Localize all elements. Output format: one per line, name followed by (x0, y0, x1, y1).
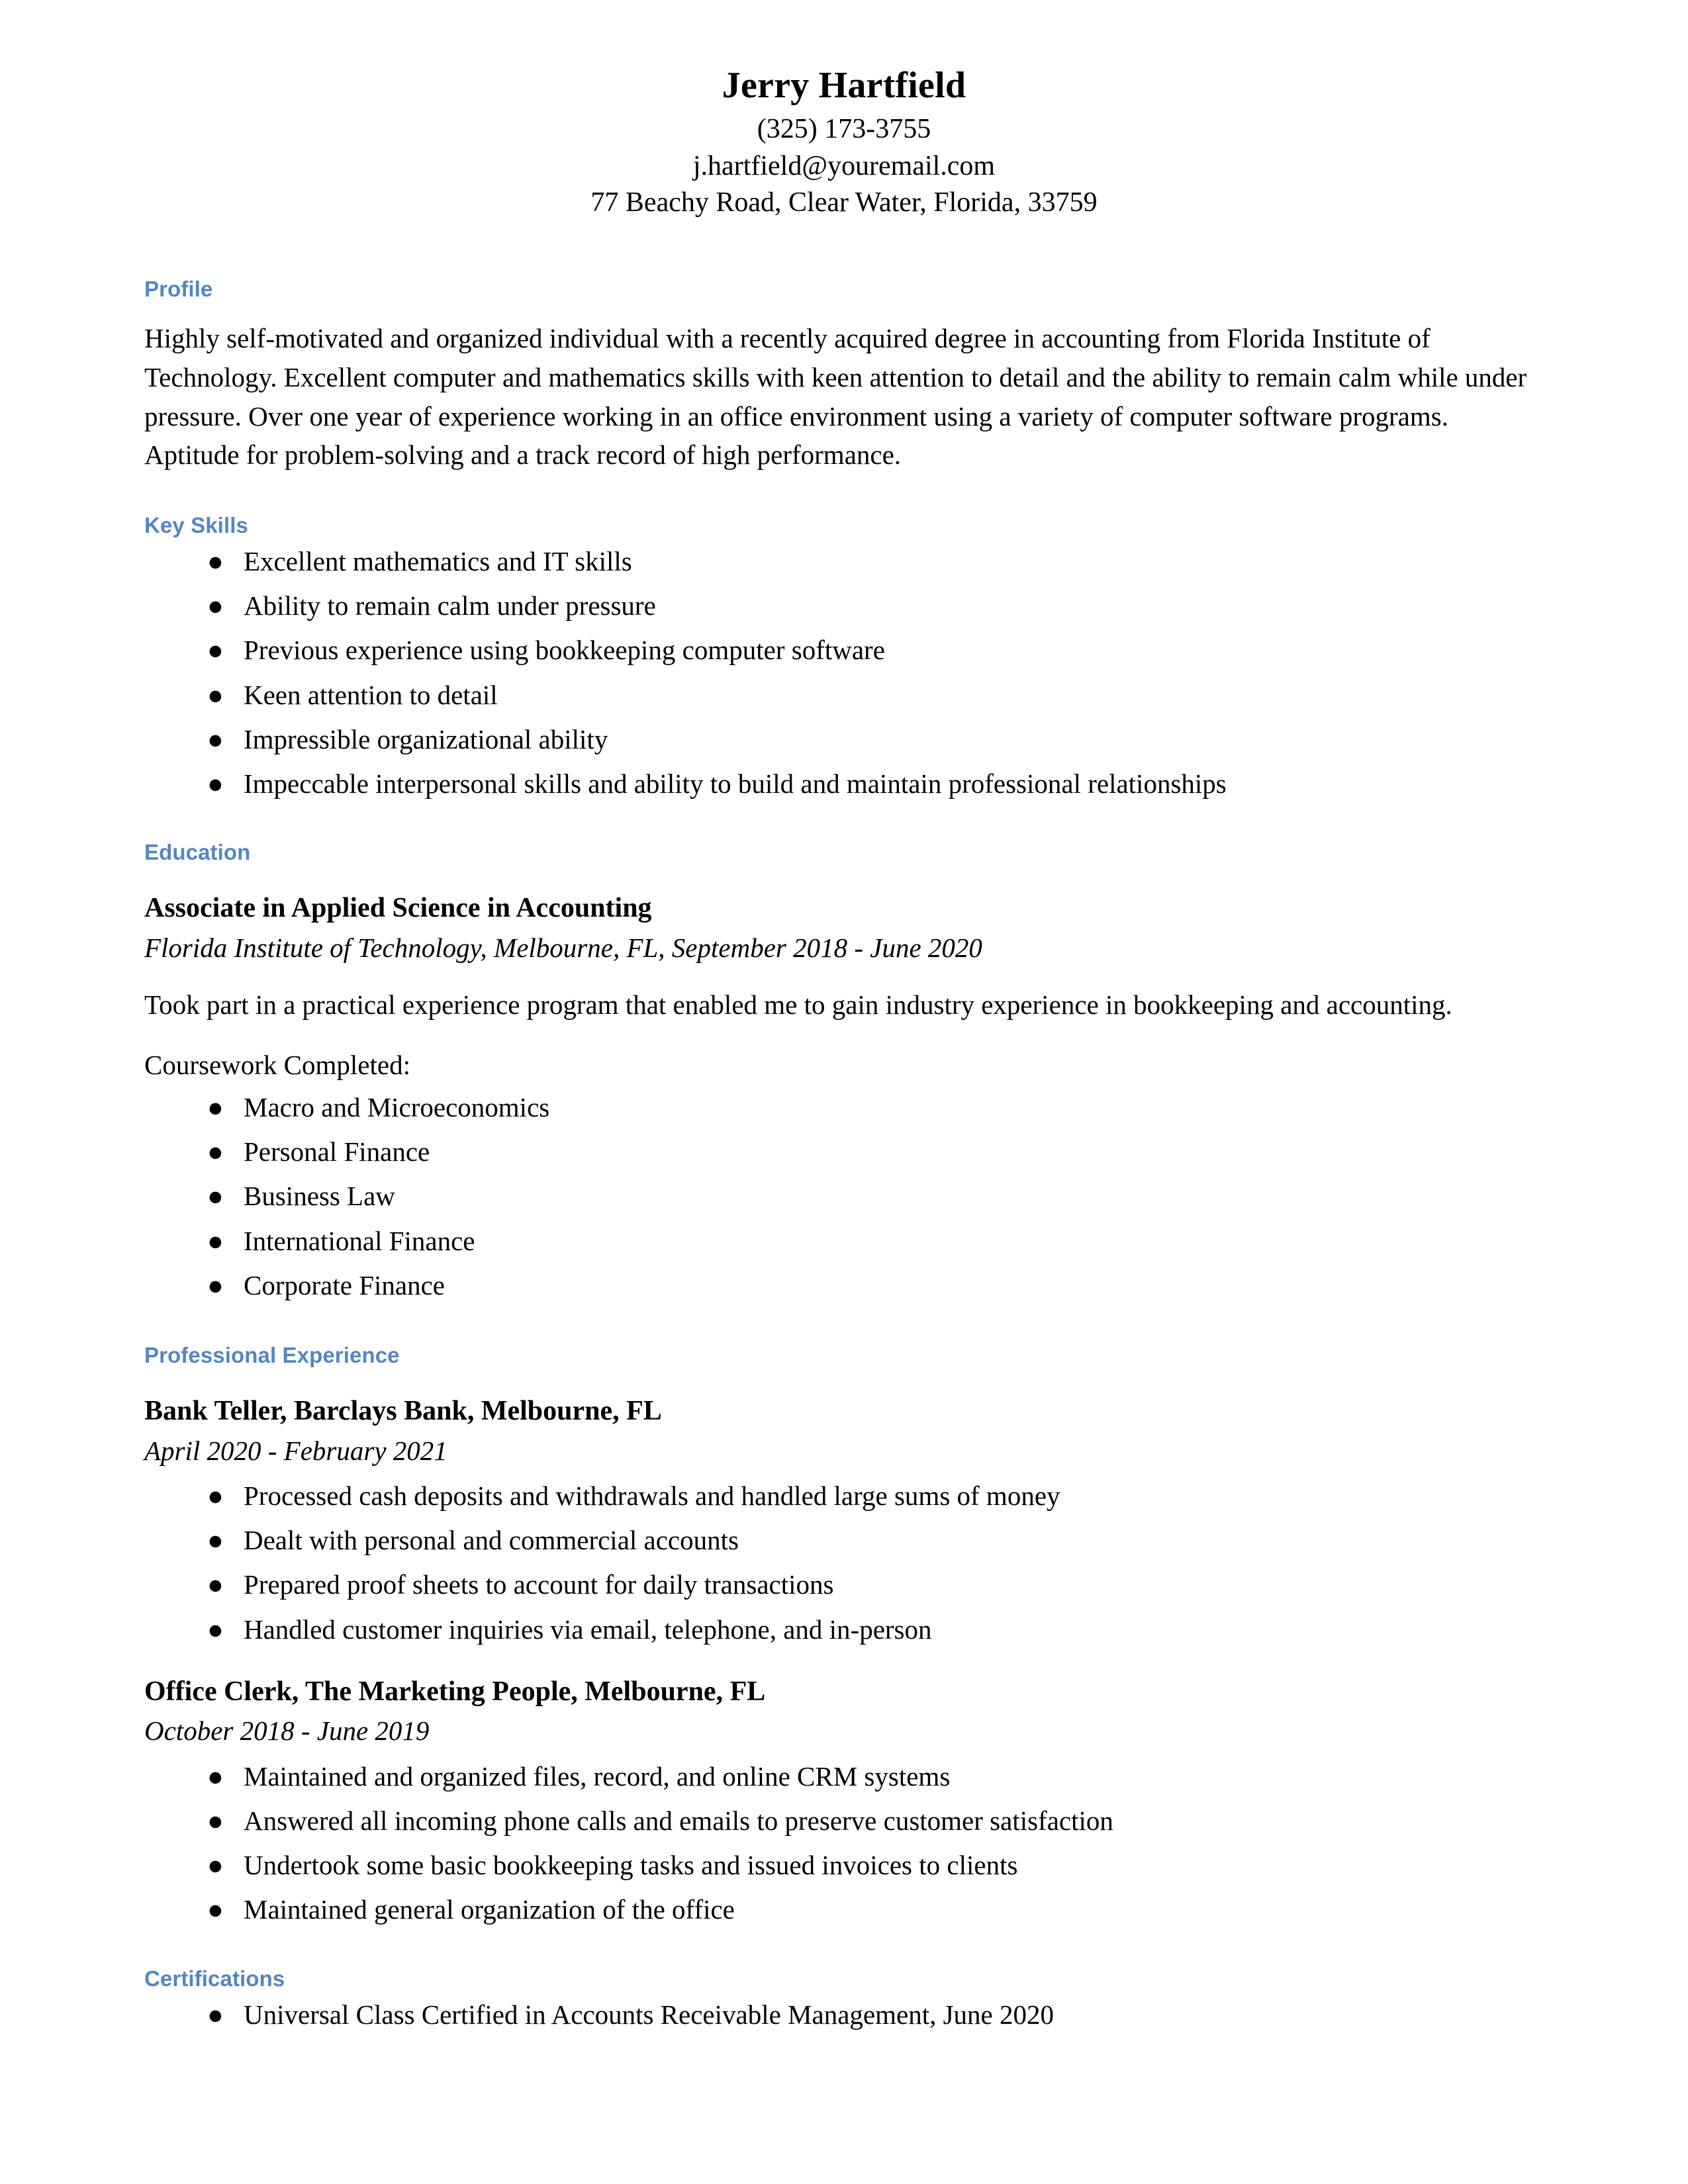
list-item-label: Prepared proof sheets to account for daily transactions (244, 1569, 834, 1600)
education-institution: Florida Institute of Technology, Melbourne, FL, September 2018 - June 2020 (144, 932, 982, 963)
bullet-icon: ● (207, 545, 224, 576)
job-dates: October 2018 - June 2019 (144, 1715, 430, 1747)
section-heading-certifications: Certifications (144, 1966, 285, 1991)
list-item (144, 1801, 1544, 1840)
list-item-label: Previous experience using bookkeeping computer software (244, 635, 885, 666)
list-item (144, 586, 1544, 625)
bullet-icon: ● (207, 1181, 224, 1212)
list-item (144, 1610, 1544, 1649)
section-heading-key-skills: Key Skills (144, 512, 248, 537)
bullet-icon: ● (207, 1136, 224, 1167)
bullet-icon: ● (207, 635, 224, 666)
coursework-list (144, 1088, 1544, 1304)
bullet-icon: ● (207, 1850, 224, 1881)
list-item-label: Answered all incoming phone calls and emails to preserve customer satisfaction (244, 1805, 1113, 1836)
candidate-email: j.hartfield@youremail.com (692, 150, 996, 181)
bullet-icon: ● (207, 1569, 224, 1600)
list-item (144, 720, 1544, 758)
candidate-phone: (325) 173-3755 (757, 114, 931, 145)
bullet-icon: ● (207, 1614, 224, 1645)
list-item-label: Ability to remain calm under pressure (244, 590, 656, 621)
list-item-label: Corporate Finance (244, 1269, 445, 1300)
list-item-label: Keen attention to detail (244, 679, 498, 710)
job-duties-list (144, 1757, 1544, 1929)
list-item (144, 631, 1544, 669)
job-title: Office Clerk, The Marketing People, Melbourne, FL (144, 1676, 766, 1707)
education-degree: Associate in Applied Science in Accounting (144, 893, 652, 924)
list-item-label: Handled customer inquiries via email, telephone, and in-person (244, 1614, 932, 1645)
list-item (144, 1222, 1544, 1260)
list-item-label: Impressible organizational ability (244, 723, 608, 754)
list-item-label: Processed cash deposits and withdrawals and handled large sums of money (244, 1480, 1060, 1511)
key-skills-list (144, 542, 1544, 803)
education-description: Took part in a practical experience program that enabled me to gain industry experience in bookkeeping and accounting. (144, 989, 1452, 1021)
bullet-icon: ● (207, 1091, 224, 1122)
list-item-label: Undertook some basic bookkeeping tasks and issued invoices to clients (244, 1850, 1018, 1881)
list-item (144, 542, 1544, 580)
bullet-icon: ● (207, 768, 224, 799)
list-item (144, 1132, 1544, 1171)
section-key-skills (144, 475, 1544, 803)
profile-paragraph: Highly self-motivated and organized individual with a recently acquired degree in accounting from Florida Institute of Technology. Excellent computer and mathematics skills with keen attention to detail and the ability to remain calm while under pressure. Over one year of experience working in an office environment using a variety of computer software programs. Aptitude for problem-solving and a track record of high performance. (144, 323, 1527, 471)
coursework-label: Coursework Completed: (144, 1049, 410, 1080)
bullet-icon: ● (207, 1225, 224, 1256)
list-item-label: Maintained and organized files, record, and online CRM systems (244, 1760, 951, 1792)
resume-header (144, 0, 1544, 221)
bullet-icon: ● (207, 1480, 224, 1511)
list-item (144, 1890, 1544, 1929)
bullet-icon: ● (207, 723, 224, 754)
bullet-icon: ● (207, 1760, 224, 1792)
list-item (144, 676, 1544, 714)
list-item-label: Personal Finance (244, 1136, 430, 1167)
job-duties-list (144, 1477, 1544, 1649)
certifications-list (144, 1995, 1544, 2034)
list-item-label: Universal Class Certified in Accounts Receivable Management, June 2020 (244, 1999, 1054, 2030)
list-item (144, 1565, 1544, 1604)
list-item-label: Impeccable interpersonal skills and ability to build and maintain professional relationships (244, 768, 1227, 799)
bullet-icon: ● (207, 1525, 224, 1556)
list-item (144, 1177, 1544, 1215)
list-item (144, 1846, 1544, 1884)
section-certifications (144, 1929, 1544, 2034)
section-heading-profile: Profile (144, 277, 213, 302)
list-item (144, 764, 1544, 803)
experience-entry (144, 1674, 1544, 1929)
list-item-label: International Finance (244, 1225, 475, 1256)
list-item-label: Macro and Microeconomics (244, 1091, 550, 1122)
candidate-name: Jerry Hartfield (722, 65, 966, 106)
list-item-label: Maintained general organization of the office (244, 1894, 735, 1925)
bullet-icon: ● (207, 1999, 224, 2030)
section-education (144, 803, 1544, 1304)
list-item (144, 1521, 1544, 1559)
bullet-icon: ● (207, 1894, 224, 1925)
section-professional-experience (144, 1304, 1544, 1929)
section-heading-experience: Professional Experience (144, 1343, 400, 1368)
list-item (144, 1088, 1544, 1126)
list-item-label: Business Law (244, 1181, 395, 1212)
job-title: Bank Teller, Barclays Bank, Melbourne, FL (144, 1396, 662, 1427)
list-item (144, 1477, 1544, 1515)
section-heading-education: Education (144, 840, 251, 865)
list-item (144, 1757, 1544, 1796)
candidate-address: 77 Beachy Road, Clear Water, Florida, 33759 (590, 187, 1098, 218)
list-item (144, 1995, 1544, 2034)
bullet-icon: ● (207, 679, 224, 710)
section-profile (144, 221, 1544, 475)
experience-entry (144, 1393, 1544, 1649)
bullet-icon: ● (207, 590, 224, 621)
job-dates: April 2020 - February 2021 (144, 1435, 447, 1466)
bullet-icon: ● (207, 1269, 224, 1300)
list-item-label: Excellent mathematics and IT skills (244, 545, 632, 576)
bullet-icon: ● (207, 1805, 224, 1836)
list-item-label: Dealt with personal and commercial accounts (244, 1525, 739, 1556)
list-item (144, 1266, 1544, 1304)
